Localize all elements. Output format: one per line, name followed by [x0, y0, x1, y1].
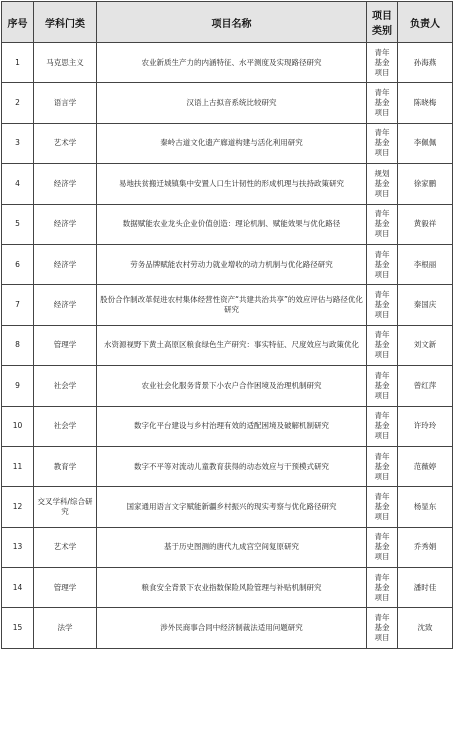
row-leader: 孙海燕	[398, 43, 453, 83]
table-body	[2, 43, 453, 649]
row-project-type-label: 青年基金项目	[374, 249, 390, 279]
row-discipline: 经济学	[34, 285, 97, 325]
row-project-name: 秦岭古道文化遗产廊道构建与活化利用研究	[97, 123, 367, 163]
row-project-type-label: 青年基金项目	[374, 572, 390, 602]
row-leader: 乔秀娟	[398, 527, 453, 567]
row-discipline: 社会学	[34, 366, 97, 406]
row-discipline: 法学	[34, 608, 97, 648]
row-leader: 陈晓梅	[398, 83, 453, 123]
table-row	[2, 43, 453, 83]
row-project-name: 易地扶贫搬迁城镇集中安置人口生计韧性的形成机理与扶持政策研究	[97, 164, 367, 204]
header-row	[2, 2, 453, 43]
row-project-type	[367, 446, 398, 486]
row-number: 14	[2, 568, 34, 608]
row-project-name: 汉语上古拟音系统比较研究	[97, 83, 367, 123]
row-project-type	[367, 285, 398, 325]
header-type	[367, 2, 398, 43]
row-project-type	[367, 164, 398, 204]
row-project-name: 国家通用语言文字赋能新疆乡村振兴的现实考察与优化路径研究	[97, 487, 367, 527]
row-discipline: 教育学	[34, 446, 97, 486]
row-leader: 李根丽	[398, 244, 453, 284]
row-leader: 范薇婷	[398, 446, 453, 486]
row-project-type-label: 青年基金项目	[374, 613, 390, 643]
header-name: 项目名称	[97, 2, 367, 43]
row-number: 15	[2, 608, 34, 648]
row-project-type-label: 青年基金项目	[374, 532, 390, 562]
row-project-type	[367, 487, 398, 527]
row-project-type-label: 青年基金项目	[374, 411, 390, 441]
table-row	[2, 83, 453, 123]
row-number: 10	[2, 406, 34, 446]
row-leader: 许玲玲	[398, 406, 453, 446]
row-project-type	[367, 608, 398, 648]
table-row	[2, 366, 453, 406]
row-leader: 徐家鹏	[398, 164, 453, 204]
row-project-type-label: 青年基金项目	[374, 290, 390, 320]
row-leader: 黄毅祥	[398, 204, 453, 244]
row-project-type	[367, 43, 398, 83]
row-discipline: 经济学	[34, 244, 97, 284]
row-discipline: 社会学	[34, 406, 97, 446]
row-number: 2	[2, 83, 34, 123]
table-row	[2, 325, 453, 365]
row-number: 1	[2, 43, 34, 83]
row-project-type	[367, 83, 398, 123]
row-project-type	[367, 244, 398, 284]
row-number: 9	[2, 366, 34, 406]
row-number: 8	[2, 325, 34, 365]
row-project-type	[367, 204, 398, 244]
project-table	[1, 1, 453, 649]
row-project-type	[367, 406, 398, 446]
row-project-name: 粮食安全背景下农业指数保险风险管理与补贴机制研究	[97, 568, 367, 608]
table-row	[2, 204, 453, 244]
header-no: 序号	[2, 2, 34, 43]
table-row	[2, 568, 453, 608]
row-project-type	[367, 527, 398, 567]
row-project-type-label: 青年基金项目	[374, 491, 390, 521]
table-row	[2, 446, 453, 486]
row-leader: 秦国庆	[398, 285, 453, 325]
row-project-name: 农业新质生产力的内涵特征、水平测度及实现路径研究	[97, 43, 367, 83]
row-number: 13	[2, 527, 34, 567]
row-project-type	[367, 123, 398, 163]
row-discipline: 经济学	[34, 164, 97, 204]
row-project-type-label: 青年基金项目	[374, 128, 390, 158]
row-project-type-label: 规划基金项目	[374, 168, 390, 198]
row-project-name: 数字不平等对流动儿童教育获得的动态效应与干预模式研究	[97, 446, 367, 486]
row-discipline: 马克思主义	[34, 43, 97, 83]
row-discipline: 管理学	[34, 568, 97, 608]
row-number: 7	[2, 285, 34, 325]
row-discipline: 管理学	[34, 325, 97, 365]
row-leader: 李佩佩	[398, 123, 453, 163]
row-leader: 沈致	[398, 608, 453, 648]
row-project-type	[367, 325, 398, 365]
row-project-name: 水资源视野下黄土高原区粮食绿色生产研究：事实特征、尺度效应与政策优化	[97, 325, 367, 365]
row-project-name: 股份合作制改革促进农村集体经营性资产“共建共治共享”的效应评估与路径优化研究	[97, 285, 367, 325]
row-project-type-label: 青年基金项目	[374, 47, 390, 77]
row-discipline: 语言学	[34, 83, 97, 123]
row-leader: 潘时佳	[398, 568, 453, 608]
row-leader: 刘文新	[398, 325, 453, 365]
row-number: 11	[2, 446, 34, 486]
row-discipline: 经济学	[34, 204, 97, 244]
row-number: 12	[2, 487, 34, 527]
row-discipline: 交叉学科/综合研究	[34, 487, 97, 527]
header-type-label: 项目类别	[372, 11, 392, 37]
row-project-type	[367, 366, 398, 406]
row-discipline: 艺术学	[34, 527, 97, 567]
row-project-name: 涉外民商事合同中经济制裁法适用问题研究	[97, 608, 367, 648]
row-project-type	[367, 568, 398, 608]
row-project-type-label: 青年基金项目	[374, 88, 390, 118]
row-project-type-label: 青年基金项目	[374, 451, 390, 481]
row-project-name: 劳务品牌赋能农村劳动力就业增收的动力机制与优化路径研究	[97, 244, 367, 284]
row-project-type-label: 青年基金项目	[374, 209, 390, 239]
header-discipline: 学科门类	[34, 2, 97, 43]
row-leader: 曾红萍	[398, 366, 453, 406]
row-number: 4	[2, 164, 34, 204]
table-row	[2, 285, 453, 325]
row-project-name: 农业社会化服务背景下小农户合作困境及治理机制研究	[97, 366, 367, 406]
table-row	[2, 406, 453, 446]
row-discipline: 艺术学	[34, 123, 97, 163]
row-project-name: 数字化平台建设与乡村治理有效的适配困境及破解机制研究	[97, 406, 367, 446]
row-leader: 杨显东	[398, 487, 453, 527]
row-number: 3	[2, 123, 34, 163]
table-row	[2, 123, 453, 163]
table-row	[2, 164, 453, 204]
row-project-name: 基于历史图测的唐代九成宫空间复原研究	[97, 527, 367, 567]
header-leader: 负责人	[398, 2, 453, 43]
row-project-type-label: 青年基金项目	[374, 370, 390, 400]
table-row	[2, 608, 453, 648]
table-row	[2, 244, 453, 284]
row-project-name: 数据赋能农业龙头企业价值创造：理论机制、赋能效果与优化路径	[97, 204, 367, 244]
table-row	[2, 527, 453, 567]
row-number: 5	[2, 204, 34, 244]
row-number: 6	[2, 244, 34, 284]
row-project-type-label: 青年基金项目	[374, 330, 390, 360]
table-row	[2, 487, 453, 527]
